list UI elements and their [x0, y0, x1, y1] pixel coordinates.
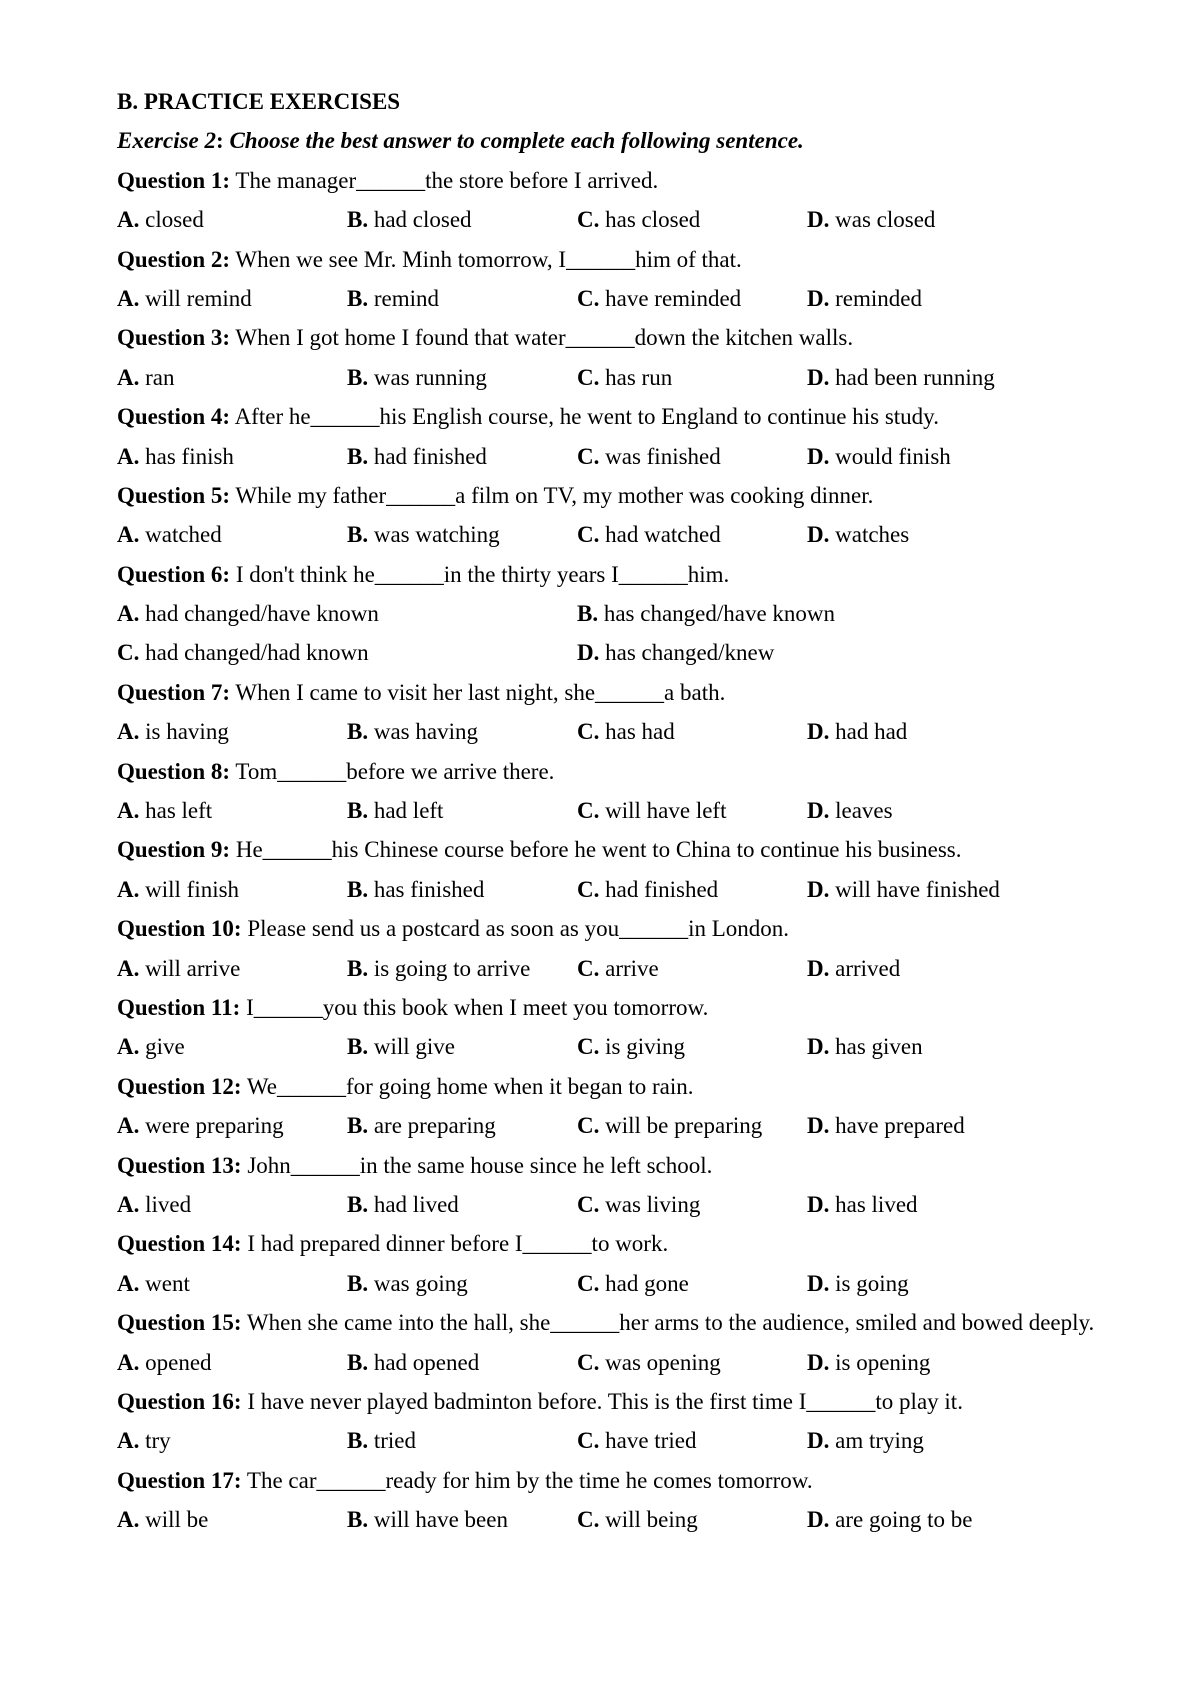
- question-stem: [117, 752, 1127, 791]
- option-text: reminded: [829, 285, 922, 311]
- answer-option[interactable]: [117, 712, 347, 751]
- option-text: is going: [829, 1270, 909, 1296]
- answer-option[interactable]: [347, 1343, 577, 1382]
- option-text: lived: [139, 1191, 192, 1217]
- option-letter: A.: [117, 876, 140, 902]
- question-label: Question 1:: [117, 167, 231, 193]
- answer-option[interactable]: [577, 358, 807, 397]
- option-text: was living: [599, 1191, 701, 1217]
- answer-option[interactable]: [577, 1027, 807, 1066]
- option-text: will have finished: [829, 876, 1000, 902]
- option-text: have reminded: [599, 285, 742, 311]
- option-text: am trying: [829, 1428, 924, 1454]
- answer-option[interactable]: [117, 1027, 347, 1066]
- options-row: [117, 594, 1127, 633]
- exercise-instruction: [117, 121, 1127, 160]
- answer-option[interactable]: [347, 437, 577, 476]
- option-letter: C.: [577, 1507, 600, 1533]
- answer-option[interactable]: [807, 1500, 1037, 1539]
- question-stem: [117, 161, 1127, 200]
- question-text: We______for going home when it began to rain.: [241, 1073, 694, 1099]
- answer-option[interactable]: [577, 870, 807, 909]
- option-text: give: [139, 1034, 185, 1060]
- option-letter: D.: [807, 955, 830, 981]
- option-text: watched: [139, 522, 222, 548]
- option-letter: A.: [117, 207, 140, 233]
- option-text: has finished: [368, 876, 485, 902]
- options-row: [117, 1027, 1127, 1066]
- option-text: was finished: [599, 443, 721, 469]
- option-letter: D.: [807, 207, 830, 233]
- answer-option[interactable]: [577, 1185, 807, 1224]
- question-stem: [117, 476, 1127, 515]
- answer-option[interactable]: [347, 1421, 577, 1460]
- answer-option[interactable]: [117, 791, 347, 830]
- option-letter: B.: [347, 1191, 369, 1217]
- answer-option[interactable]: [807, 1421, 1037, 1460]
- option-text: has changed/have known: [598, 601, 836, 627]
- answer-option[interactable]: [807, 358, 1037, 397]
- option-letter: D.: [807, 364, 830, 390]
- option-text: have tried: [599, 1428, 697, 1454]
- answer-option[interactable]: [117, 633, 577, 672]
- option-text: will be preparing: [599, 1113, 763, 1139]
- option-text: will arrive: [139, 955, 241, 981]
- option-letter: B.: [347, 285, 369, 311]
- option-letter: D.: [807, 1428, 830, 1454]
- answer-option[interactable]: [807, 1106, 1037, 1145]
- options-row: [117, 633, 1127, 672]
- question-stem: [117, 830, 1127, 869]
- question-label: Question 7:: [117, 679, 231, 705]
- option-letter: B.: [347, 1270, 369, 1296]
- question-stem: [117, 673, 1127, 712]
- options-row: [117, 791, 1127, 830]
- option-letter: D.: [807, 443, 830, 469]
- option-letter: D.: [577, 640, 600, 666]
- option-letter: B.: [347, 798, 369, 824]
- answer-option[interactable]: [117, 1185, 347, 1224]
- answer-option[interactable]: [117, 1500, 347, 1539]
- option-text: had gone: [599, 1270, 689, 1296]
- question-label: Question 12:: [117, 1073, 242, 1099]
- options-row: [117, 279, 1127, 318]
- question-stem: [117, 1067, 1127, 1106]
- option-text: was opening: [599, 1349, 721, 1375]
- answer-option[interactable]: [117, 279, 347, 318]
- question-text: When I came to visit her last night, she______a bath.: [230, 679, 726, 705]
- answer-option[interactable]: [347, 515, 577, 554]
- question-text: Please send us a postcard as soon as you______in London.: [241, 916, 790, 942]
- option-letter: A.: [117, 1191, 140, 1217]
- answer-option[interactable]: [807, 1264, 1037, 1303]
- option-text: had left: [368, 798, 444, 824]
- option-text: will have left: [599, 798, 727, 824]
- option-letter: B.: [347, 719, 369, 745]
- options-row: [117, 1343, 1127, 1382]
- options-row: [117, 870, 1127, 909]
- question-label: Question 5:: [117, 482, 231, 508]
- option-text: is giving: [599, 1034, 685, 1060]
- answer-option[interactable]: [807, 870, 1037, 909]
- question-stem: [117, 988, 1127, 1027]
- option-letter: A.: [117, 719, 140, 745]
- option-text: had had: [829, 719, 908, 745]
- option-letter: D.: [807, 285, 830, 311]
- answer-option[interactable]: [117, 358, 347, 397]
- option-letter: B.: [347, 1428, 369, 1454]
- question-text: When she came into the hall, she______her arms to the audience, smiled and bowed deeply.: [241, 1310, 1095, 1336]
- option-text: arrive: [599, 955, 659, 981]
- answer-option[interactable]: [117, 594, 577, 633]
- answer-option[interactable]: [577, 515, 807, 554]
- question-stem: [117, 1382, 1127, 1421]
- option-letter: B.: [347, 1507, 369, 1533]
- answer-option[interactable]: [347, 358, 577, 397]
- question-text: While my father______a film on TV, my mother was cooking dinner.: [230, 482, 874, 508]
- option-text: will being: [599, 1507, 698, 1533]
- option-text: had watched: [599, 522, 721, 548]
- answer-option[interactable]: [347, 1264, 577, 1303]
- question-label: Question 3:: [117, 325, 231, 351]
- options-row: [117, 1421, 1127, 1460]
- option-text: had finished: [599, 876, 719, 902]
- answer-option[interactable]: [117, 1264, 347, 1303]
- question-label: Question 10:: [117, 916, 242, 942]
- answer-option[interactable]: [117, 1106, 347, 1145]
- answer-option[interactable]: [807, 791, 1037, 830]
- option-text: arrived: [829, 955, 901, 981]
- option-text: has had: [599, 719, 675, 745]
- option-text: will be: [139, 1507, 209, 1533]
- option-text: opened: [139, 1349, 212, 1375]
- option-letter: C.: [577, 719, 600, 745]
- exercise-separator: :: [216, 128, 230, 154]
- option-text: would finish: [829, 443, 951, 469]
- option-text: was running: [368, 364, 487, 390]
- question-text: The manager______the store before I arrived.: [230, 167, 659, 193]
- option-letter: B.: [347, 207, 369, 233]
- option-text: has run: [599, 364, 673, 390]
- question-label: Question 17:: [117, 1467, 242, 1493]
- answer-option[interactable]: [347, 279, 577, 318]
- answer-option[interactable]: [117, 515, 347, 554]
- option-letter: A.: [117, 1428, 140, 1454]
- option-text: have prepared: [829, 1113, 965, 1139]
- question-label: Question 2:: [117, 246, 231, 272]
- question-label: Question 13:: [117, 1152, 242, 1178]
- option-text: went: [139, 1270, 190, 1296]
- question-label: Question 11:: [117, 994, 241, 1020]
- answer-option[interactable]: [577, 594, 1037, 633]
- options-row: [117, 1185, 1127, 1224]
- option-text: has finish: [139, 443, 234, 469]
- option-text: was watching: [368, 522, 500, 548]
- option-letter: A.: [117, 1507, 140, 1533]
- option-letter: C.: [577, 443, 600, 469]
- question-stem: [117, 318, 1127, 357]
- option-letter: D.: [807, 798, 830, 824]
- question-stem: [117, 397, 1127, 436]
- option-letter: B.: [577, 601, 599, 627]
- question-text: I______you this book when I meet you tomorrow.: [240, 994, 709, 1020]
- question-stem: [117, 1146, 1127, 1185]
- answer-option[interactable]: [347, 870, 577, 909]
- option-letter: A.: [117, 1113, 140, 1139]
- option-letter: C.: [577, 1034, 600, 1060]
- option-letter: A.: [117, 285, 140, 311]
- option-text: was having: [368, 719, 478, 745]
- options-row: [117, 1106, 1127, 1145]
- option-letter: B.: [347, 955, 369, 981]
- option-text: is having: [139, 719, 229, 745]
- answer-option[interactable]: [577, 633, 1037, 672]
- answer-option[interactable]: [117, 200, 347, 239]
- answer-option[interactable]: [577, 200, 807, 239]
- answer-option[interactable]: [577, 712, 807, 751]
- worksheet-page: [117, 82, 1127, 1539]
- option-text: remind: [368, 285, 439, 311]
- question-label: Question 14:: [117, 1231, 242, 1257]
- option-letter: B.: [347, 1113, 369, 1139]
- question-stem: [117, 555, 1127, 594]
- question-label: Question 15:: [117, 1310, 242, 1336]
- question-label: Question 4:: [117, 404, 231, 430]
- answer-option[interactable]: [807, 200, 1037, 239]
- answer-option[interactable]: [117, 949, 347, 988]
- option-text: will finish: [139, 876, 240, 902]
- option-text: was going: [368, 1270, 468, 1296]
- answer-option[interactable]: [577, 1264, 807, 1303]
- option-letter: C.: [577, 285, 600, 311]
- question-text: When we see Mr. Minh tomorrow, I______him of that.: [230, 246, 742, 272]
- option-text: had changed/have known: [139, 601, 379, 627]
- option-text: leaves: [829, 798, 893, 824]
- answer-option[interactable]: [577, 949, 807, 988]
- option-letter: C.: [577, 1428, 600, 1454]
- option-text: is opening: [829, 1349, 931, 1375]
- answer-option[interactable]: [347, 949, 577, 988]
- answer-option[interactable]: [807, 1185, 1037, 1224]
- options-row: [117, 200, 1127, 239]
- answer-option[interactable]: [347, 200, 577, 239]
- answer-option[interactable]: [577, 1421, 807, 1460]
- option-text: has changed/knew: [599, 640, 775, 666]
- question-text: I had prepared dinner before I______to work.: [241, 1231, 669, 1257]
- option-text: had lived: [368, 1191, 459, 1217]
- option-text: had been running: [829, 364, 995, 390]
- question-text: I don't think he______in the thirty years I______him.: [230, 561, 730, 587]
- option-text: was closed: [829, 207, 936, 233]
- option-text: will remind: [139, 285, 252, 311]
- answer-option[interactable]: [347, 1106, 577, 1145]
- answer-option[interactable]: [347, 1027, 577, 1066]
- option-letter: B.: [347, 1034, 369, 1060]
- option-text: had changed/had known: [139, 640, 369, 666]
- option-letter: C.: [577, 955, 600, 981]
- option-text: try: [139, 1428, 171, 1454]
- answer-option[interactable]: [807, 1343, 1037, 1382]
- question-label: Question 16:: [117, 1388, 242, 1414]
- options-row: [117, 712, 1127, 751]
- option-letter: D.: [807, 1113, 830, 1139]
- option-text: has closed: [599, 207, 701, 233]
- question-stem: [117, 240, 1127, 279]
- answer-option[interactable]: [807, 712, 1037, 751]
- option-text: will give: [368, 1034, 455, 1060]
- option-letter: C.: [577, 1349, 600, 1375]
- option-text: are preparing: [368, 1113, 496, 1139]
- option-text: has given: [829, 1034, 923, 1060]
- option-letter: C.: [117, 640, 140, 666]
- option-letter: D.: [807, 719, 830, 745]
- answer-option[interactable]: [577, 279, 807, 318]
- answer-option[interactable]: [807, 279, 1037, 318]
- answer-option[interactable]: [807, 437, 1037, 476]
- section-heading: B. PRACTICE EXERCISES: [117, 89, 401, 114]
- option-letter: D.: [807, 1270, 830, 1296]
- option-letter: A.: [117, 1349, 140, 1375]
- answer-option[interactable]: [117, 1343, 347, 1382]
- options-row: [117, 515, 1127, 554]
- question-stem: [117, 1303, 1127, 1342]
- answer-option[interactable]: [807, 1027, 1037, 1066]
- answer-option[interactable]: [347, 712, 577, 751]
- option-letter: C.: [577, 1113, 600, 1139]
- answer-option[interactable]: [577, 1343, 807, 1382]
- option-letter: A.: [117, 601, 140, 627]
- question-text: When I got home I found that water______down the kitchen walls.: [230, 325, 854, 351]
- option-letter: D.: [807, 522, 830, 548]
- option-text: tried: [368, 1428, 416, 1454]
- options-row: [117, 1500, 1127, 1539]
- answer-option[interactable]: [347, 791, 577, 830]
- answer-option[interactable]: [347, 1185, 577, 1224]
- option-letter: A.: [117, 443, 140, 469]
- question-label: Question 8:: [117, 758, 231, 784]
- option-letter: C.: [577, 364, 600, 390]
- option-text: has left: [139, 798, 213, 824]
- answer-option[interactable]: [577, 1500, 807, 1539]
- exercise-label: Exercise 2: [117, 128, 217, 154]
- option-text: had opened: [368, 1349, 480, 1375]
- options-row: [117, 1264, 1127, 1303]
- question-text: Tom______before we arrive there.: [230, 758, 555, 784]
- option-letter: C.: [577, 522, 600, 548]
- question-stem: [117, 909, 1127, 948]
- option-letter: C.: [577, 1191, 600, 1217]
- answer-option[interactable]: [577, 437, 807, 476]
- answer-option[interactable]: [117, 437, 347, 476]
- answer-option[interactable]: [577, 1106, 807, 1145]
- question-stem: [117, 1461, 1127, 1500]
- answer-option[interactable]: [807, 949, 1037, 988]
- answer-option[interactable]: [117, 870, 347, 909]
- option-letter: D.: [807, 1034, 830, 1060]
- option-letter: C.: [577, 207, 600, 233]
- question-text: He______his Chinese course before he went to China to continue his business.: [230, 837, 962, 863]
- option-text: ran: [139, 364, 175, 390]
- option-letter: A.: [117, 522, 140, 548]
- option-text: watches: [829, 522, 910, 548]
- option-text: closed: [139, 207, 204, 233]
- question-stem: [117, 1224, 1127, 1263]
- option-letter: D.: [807, 1507, 830, 1533]
- options-row: [117, 358, 1127, 397]
- question-list: [117, 161, 1127, 1540]
- answer-option[interactable]: [117, 1421, 347, 1460]
- options-row: [117, 949, 1127, 988]
- option-letter: B.: [347, 876, 369, 902]
- answer-option[interactable]: [807, 515, 1037, 554]
- option-letter: C.: [577, 1270, 600, 1296]
- option-letter: C.: [577, 798, 600, 824]
- question-text: John______in the same house since he left school.: [241, 1152, 713, 1178]
- answer-option[interactable]: [347, 1500, 577, 1539]
- question-text: I have never played badminton before. This is the first time I______to play it.: [241, 1388, 963, 1414]
- question-label: Question 6:: [117, 561, 231, 587]
- option-letter: A.: [117, 1270, 140, 1296]
- option-text: will have been: [368, 1507, 508, 1533]
- question-text: After he______his English course, he went to England to continue his study.: [230, 404, 939, 430]
- exercise-instruction-text: Choose the best answer to complete each following sentence.: [229, 128, 804, 154]
- option-letter: D.: [807, 1191, 830, 1217]
- option-letter: A.: [117, 955, 140, 981]
- option-text: had finished: [368, 443, 487, 469]
- option-letter: B.: [347, 1349, 369, 1375]
- option-letter: B.: [347, 364, 369, 390]
- option-text: is going to arrive: [368, 955, 531, 981]
- option-letter: A.: [117, 364, 140, 390]
- option-text: has lived: [829, 1191, 918, 1217]
- option-text: were preparing: [139, 1113, 284, 1139]
- answer-option[interactable]: [577, 791, 807, 830]
- option-letter: D.: [807, 1349, 830, 1375]
- option-text: are going to be: [829, 1507, 973, 1533]
- option-letter: C.: [577, 876, 600, 902]
- question-text: The car______ready for him by the time he comes tomorrow.: [241, 1467, 813, 1493]
- option-letter: B.: [347, 522, 369, 548]
- question-label: Question 9:: [117, 837, 231, 863]
- options-row: [117, 437, 1127, 476]
- option-letter: D.: [807, 876, 830, 902]
- option-text: had closed: [368, 207, 472, 233]
- option-letter: B.: [347, 443, 369, 469]
- option-letter: A.: [117, 1034, 140, 1060]
- option-letter: A.: [117, 798, 140, 824]
